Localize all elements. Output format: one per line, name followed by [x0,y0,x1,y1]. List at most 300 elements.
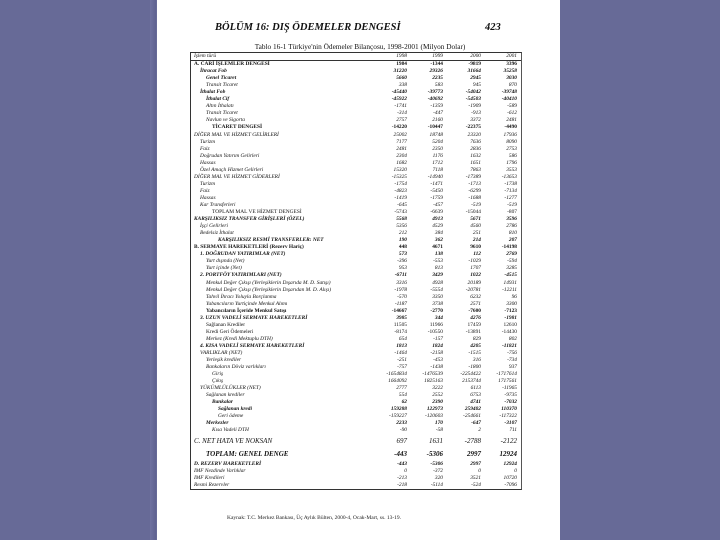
row-value-2001: -2122 [500,436,517,445]
row-label: DİĞER MAL VE HİZMET GELİRLERİ [194,131,279,138]
row-value-2000: -1800 [468,364,481,371]
row-value-1998: -14220 [391,124,407,131]
header-year: 1999 [432,53,443,59]
row-label: KARŞILIKSIZ TRANSFER GİRİŞLERİ (ÖZEL) [194,216,305,223]
table-row [191,399,521,406]
row-value-2001: -14198 [501,244,517,251]
table-row [191,132,521,139]
row-value-1999: -5306 [430,460,443,467]
row-value-1998: -443 [394,449,407,458]
table-row [191,287,521,294]
table-row [191,75,521,82]
row-value-1999: -5554 [430,286,443,293]
row-value-1998: 338 [398,82,407,89]
row-label: Yurt dışında (Net) [206,258,245,265]
row-value-1998: 5568 [396,216,407,223]
row-value-1998: -8174 [394,328,407,335]
row-value-1998: 573 [398,251,407,258]
row-value-1998: 11505 [393,321,407,328]
row-value-1999: 2350 [432,145,443,152]
row-value-1999: -453 [433,357,443,364]
row-label: Sağlanan Krediler [206,321,246,328]
row-value-2001: -756 [507,349,517,356]
row-value-2000: -2254422 [460,371,481,378]
row-value-2001: -1981 [504,314,517,321]
row-value-2001: -14430 [501,328,517,335]
source-note: Kaynak: T.C. Merkez Bankası, Üç Aylık Bülten, 2000-4, Ocak-Mart, ss. 13-19. [227,515,402,521]
row-label: Altın İthalatı [206,103,234,110]
table-row [191,371,521,378]
table-header-row [191,53,521,61]
table-row [191,167,521,174]
row-value-1999: -14940 [427,173,443,180]
row-value-1999: 5204 [432,138,443,145]
row-value-2001: 12610 [503,321,517,328]
row-value-2001: 207 [508,237,517,244]
row-value-2000: 945 [472,82,481,89]
row-value-1998: 2233 [396,420,407,427]
row-value-1999: -5306 [426,449,443,458]
background-stripe [150,0,156,540]
row-value-2000: 2945 [470,75,481,82]
row-label: B. SERMAYE HAREKETLERİ (Rezerv Hariç) [194,244,304,251]
row-value-2000: 1651 [470,159,481,166]
row-value-1998: -15325 [391,173,407,180]
row-value-1998: -251 [397,357,407,364]
row-value-2000: 31664 [467,68,481,75]
row-value-2001: 17936 [503,131,517,138]
row-value-2000: -17389 [465,173,481,180]
row-value-1998: 190 [398,237,407,244]
row-value-2001: 0 [514,467,517,474]
row-label: Faiz [200,187,210,194]
row-value-2001: -7096 [504,481,517,488]
row-value-1999: 344 [434,314,443,321]
table-row [191,350,521,357]
row-value-1998: -4823 [394,187,407,194]
row-value-2000: -1515 [468,349,481,356]
row-value-1999: -1471 [430,180,443,187]
row-label: Transit Ticaret [206,82,238,89]
row-value-2001: -589 [507,103,517,110]
row-value-1998: 3316 [396,279,407,286]
table-row [191,364,521,371]
row-value-2000: 4276 [470,314,481,321]
table-row [191,223,521,230]
row-value-1999: 2552 [432,392,443,399]
row-value-2001: 3553 [506,166,517,173]
row-value-2001: -1738 [504,180,517,187]
row-value-1998: 2304 [396,152,407,159]
row-value-1999: 11966 [429,321,443,328]
row-label: 3. UZUN VADELİ SERMAYE HAREKETLERİ [200,314,308,321]
row-value-2001: 8090 [506,138,517,145]
row-label: TOPLAM MAL VE HİZMET DENGESİ [212,209,302,216]
row-value-1999: -457 [433,201,443,208]
row-value-2001: 3030 [506,75,517,82]
table-row [191,272,521,279]
row-value-2001: -4515 [504,272,517,279]
row-value-2000: 4205 [470,342,481,349]
row-value-2001: -117322 [499,413,517,420]
row-value-1998: 1682 [396,159,407,166]
row-value-1998: 212 [398,230,407,237]
row-value-2000: 316 [472,357,481,364]
row-label: Kredi Geri Ödemeleri [206,328,254,335]
table-row [191,61,521,68]
row-value-1998: 2481 [396,145,407,152]
table-caption: Tablo 16-1 Türkiye'nin Ödemeler Bilançosu, 1998-2001 (Milyon Dolar) [254,42,466,51]
header-label: İşlem türü [194,53,217,59]
row-label: Özel Amaçlı Hizmet Gelirleri [200,166,264,173]
table-row [191,322,521,329]
table-row [191,406,521,413]
row-label: Merkezler [206,420,229,427]
row-value-2000: 1022 [470,272,481,279]
row-value-2000: 3521 [470,474,481,481]
document-page [157,0,560,540]
row-value-1999: -2158 [430,349,443,356]
table-row [191,468,521,475]
row-value-2000: -524 [471,481,481,488]
row-value-2000: 214 [472,237,481,244]
row-value-2001: -1717614 [496,371,517,378]
row-value-2001: 870 [508,82,517,89]
table-row [191,357,521,364]
row-value-1998: 5356 [396,223,407,230]
row-value-1998: -1741 [394,103,407,110]
row-value-2000: 6232 [470,293,481,300]
row-value-1999: 29326 [429,68,443,75]
table-row [191,174,521,181]
table-row [191,294,521,301]
row-value-1998: 448 [398,244,407,251]
row-value-1999: -5450 [430,187,443,194]
table-row [191,461,521,468]
row-value-1998: 953 [398,265,407,272]
row-value-2000: 3372 [470,117,481,124]
row-value-1998: -1654834 [386,371,407,378]
row-value-2001: -3107 [504,420,517,427]
row-value-1998: 2757 [396,117,407,124]
row-label: Genel Ticaret [206,75,237,82]
row-label: Navlun ve Sigorta [206,117,245,124]
row-value-2001: 802 [508,335,517,342]
row-value-2000: 7863 [470,166,481,173]
row-value-1999: 2160 [432,117,443,124]
row-label: Sağlanan kredi [218,406,252,413]
row-value-2000: 5671 [470,216,481,223]
row-value-1999: -1359 [430,103,443,110]
table-row [191,68,521,75]
row-value-2000: -519 [471,201,481,208]
row-value-1999: 138 [434,251,443,258]
row-value-2000: 7636 [470,138,481,145]
row-value-2000: 2997 [467,449,481,458]
row-value-2001: -612 [507,110,517,117]
row-value-2000: -1029 [468,258,481,265]
row-value-1998: 3985 [396,314,407,321]
row-value-1998: 554 [398,392,407,399]
row-label: Faiz [200,145,210,152]
table-row [191,96,521,103]
row-value-1999: 1824 [432,342,443,349]
row-value-1998: -213 [397,474,407,481]
table-row [191,153,521,160]
table-row [191,336,521,343]
row-value-2001: 96 [511,293,517,300]
row-value-1998: 697 [396,436,407,445]
row-value-1999: -372 [433,467,443,474]
row-value-1999: 122973 [426,406,443,413]
row-label: Turizm [200,138,215,145]
row-label: İthalat Cif [206,96,230,103]
row-value-2001: 3300 [506,300,517,307]
row-label: Resmi Rezervler [194,481,230,488]
row-value-1999: -120603 [425,413,443,420]
row-value-2001: 14931 [503,279,517,286]
row-label: A. CARİ İŞLEMLER DENGESİ [194,61,270,68]
table-row [191,413,521,420]
row-value-2001: 1796 [506,159,517,166]
row-value-1998: 31220 [393,68,407,75]
row-label: TİCARET DENGESİ [212,124,263,131]
row-label: Yabancıların Yurtiçinde Menkul Alımı [206,300,288,307]
table-row [191,475,521,482]
row-value-2000: 1632 [470,152,481,159]
row-value-1998: -1754 [394,180,407,187]
row-value-2001: 2786 [506,223,517,230]
row-label: Bedelsiz İthalat [200,230,234,237]
table-row [191,195,521,202]
row-label: DİĞER MAL VE HİZMET GİDERLERİ [194,173,280,180]
row-value-2000: 23320 [467,131,481,138]
row-value-1999: 4928 [432,279,443,286]
row-value-2001: -7134 [504,187,517,194]
row-value-1998: -1419 [394,194,407,201]
table-row [191,89,521,96]
row-value-1999: -40692 [427,96,443,103]
row-label: VARLIKLAR (NET) [200,349,243,356]
row-value-1998: 7177 [396,138,407,145]
row-value-2000: 20189 [467,279,481,286]
row-value-2001: 3596 [506,216,517,223]
row-value-1998: -314 [397,110,407,117]
row-value-2000: 4741 [470,399,481,406]
row-value-1999: 1712 [432,159,443,166]
row-label: Menkul Değer Çıkışı (Yerleşiklerin Dışarıda M. D. Satışı) [206,279,331,286]
row-value-2000: -913 [471,110,481,117]
row-value-2000: -2788 [464,436,481,445]
row-value-1999: -1476539 [422,371,443,378]
row-value-1998: -645 [397,201,407,208]
row-value-2000: -54042 [465,89,481,96]
table-row [191,482,521,489]
row-value-2001: -40410 [501,96,517,103]
row-value-2001: 2769 [506,251,517,258]
row-value-2000: -7600 [468,307,481,314]
row-value-1998: -90 [399,427,407,434]
row-value-2000: -1688 [468,194,481,201]
row-value-2000: 6113 [470,385,481,392]
table-row [191,392,521,399]
row-label: 2. PORTFÖY YATIRIMLARI (NET) [200,272,282,279]
row-label: 4. KISA VADELİ SERMAYE HAREKETLERİ [200,342,305,349]
row-value-2000: -1713 [468,180,481,187]
row-label: 1. DOĞRUDAN YATIRIMLAR (NET) [200,251,286,258]
row-label: Bankalar [212,399,233,406]
row-value-2000: 2 [478,427,481,434]
row-value-1999: -1759 [430,194,443,201]
row-value-1998: -1464 [394,349,407,356]
row-value-2001: 12924 [499,449,517,458]
table-row [191,103,521,110]
row-value-2001: -807 [507,209,517,216]
row-value-1999: -157 [433,335,443,342]
header-year: 2000 [470,53,481,59]
table-row [191,315,521,322]
row-value-1999: 4913 [432,216,443,223]
row-value-2001: 110370 [501,406,517,413]
table-row [191,301,521,308]
row-value-1999: -447 [433,110,443,117]
row-value-2001: -9735 [504,392,517,399]
row-value-1999: 320 [434,474,443,481]
row-value-1999: 3429 [432,272,443,279]
row-value-1998: -443 [397,460,407,467]
row-value-2001: 3285 [506,265,517,272]
page-number: 423 [485,22,501,33]
row-value-2000: 17459 [467,321,481,328]
row-label: Kar Transferleri [200,201,236,208]
row-value-2001: -4490 [504,124,517,131]
row-label: Bankaların Döviz varlıkları [206,364,266,371]
row-value-2001: -1277 [504,194,517,201]
row-value-1998: -45440 [391,89,407,96]
row-value-2001: 12924 [503,460,517,467]
table-row [191,427,521,434]
header-year: 2001 [506,53,517,59]
row-label: Turizm [200,180,215,187]
row-value-2000: 0 [478,467,481,474]
row-value-2001: -11965 [502,385,517,392]
table-row [191,435,521,448]
table-row [191,448,521,461]
row-value-1999: 170 [434,420,443,427]
row-value-1999: -58 [435,427,443,434]
row-value-1999: 2390 [432,399,443,406]
row-value-1999: 7118 [432,166,443,173]
row-value-1999: 1176 [432,152,443,159]
row-value-2001: 35258 [503,68,517,75]
row-value-1999: 3222 [432,385,443,392]
table-row [191,139,521,146]
row-value-1998: -6711 [394,272,407,279]
row-label: IMF Nezdinde Varlıklar [194,467,246,474]
row-label: TOPLAM: GENEL DENGE [206,449,289,458]
row-value-1999: -1438 [430,364,443,371]
row-value-1998: -757 [397,364,407,371]
row-label: Transit Ticaret [206,110,238,117]
table-row [191,308,521,315]
row-label: Kısa Vadeli DTH [212,427,249,434]
row-value-2001: 586 [508,152,517,159]
row-value-2000: 1707 [470,265,481,272]
row-value-2001: 10720 [503,474,517,481]
row-value-1998: 1813 [396,342,407,349]
row-value-1998: 654 [398,335,407,342]
row-label: İhracat Fob [200,68,227,75]
row-value-2000: -6299 [468,187,481,194]
row-label: C. NET HATA VE NOKSAN [194,436,273,445]
row-value-1999: 362 [434,237,443,244]
header-year: 1998 [396,53,407,59]
row-value-2001: -7123 [504,307,517,314]
row-value-1999: -2770 [430,307,443,314]
row-value-1998: -570 [397,293,407,300]
row-value-1998: -14667 [391,307,407,314]
row-value-2000: 9610 [470,244,481,251]
row-label: Giriş [212,371,224,378]
table-row [191,216,521,223]
row-value-2000: 6753 [470,392,481,399]
balance-of-payments-table [190,52,522,490]
row-value-2000: 251 [472,230,481,237]
row-value-2001: 810 [508,230,517,237]
row-value-2000: 829 [472,335,481,342]
row-label: Hassas [200,159,216,166]
row-value-2001: -11821 [502,342,517,349]
row-value-2000: -254661 [463,413,481,420]
row-value-2000: 2153744 [462,378,481,385]
row-label: Sağlanan krediler [206,392,245,399]
row-label: İşçi Gelirleri [200,223,228,230]
row-label: İthalat Fob [200,89,226,96]
row-value-2001: -12211 [502,286,517,293]
row-value-1998: 62 [401,399,407,406]
row-value-2000: -1909 [468,103,481,110]
table-row [191,188,521,195]
table-row [191,202,521,209]
row-value-2000: 259402 [464,406,481,413]
row-value-1998: -5743 [394,209,407,216]
row-value-1999: -1344 [430,61,443,68]
row-value-1998: 159288 [390,406,407,413]
row-value-2000: -22375 [465,124,481,131]
row-label: D. REZERV HAREKETLERİ [194,460,262,467]
row-value-2001: -594 [507,258,517,265]
table-row [191,329,521,336]
table-row [191,160,521,167]
table-row [191,343,521,350]
row-value-2000: 112 [473,251,481,258]
row-value-1999: 1825163 [424,378,443,385]
row-value-2001: -13653 [501,173,517,180]
row-value-1998: 1664092 [388,378,407,385]
row-value-2000: -647 [471,420,481,427]
row-value-1998: -396 [397,258,407,265]
row-value-2000: 2836 [470,145,481,152]
row-value-1998: -159227 [389,413,407,420]
table-row [191,124,521,131]
row-label: Hassas [200,194,216,201]
row-value-2001: -7032 [504,399,517,406]
row-value-1999: -10550 [427,328,443,335]
row-label: Merkez (Kredi Mektuplu DTH) [206,335,273,342]
row-label: KARŞILIKSIZ RESMİ TRANSFERLER: NET [218,237,324,244]
row-value-1999: -6639 [430,209,443,216]
row-value-2000: -9819 [468,61,481,68]
